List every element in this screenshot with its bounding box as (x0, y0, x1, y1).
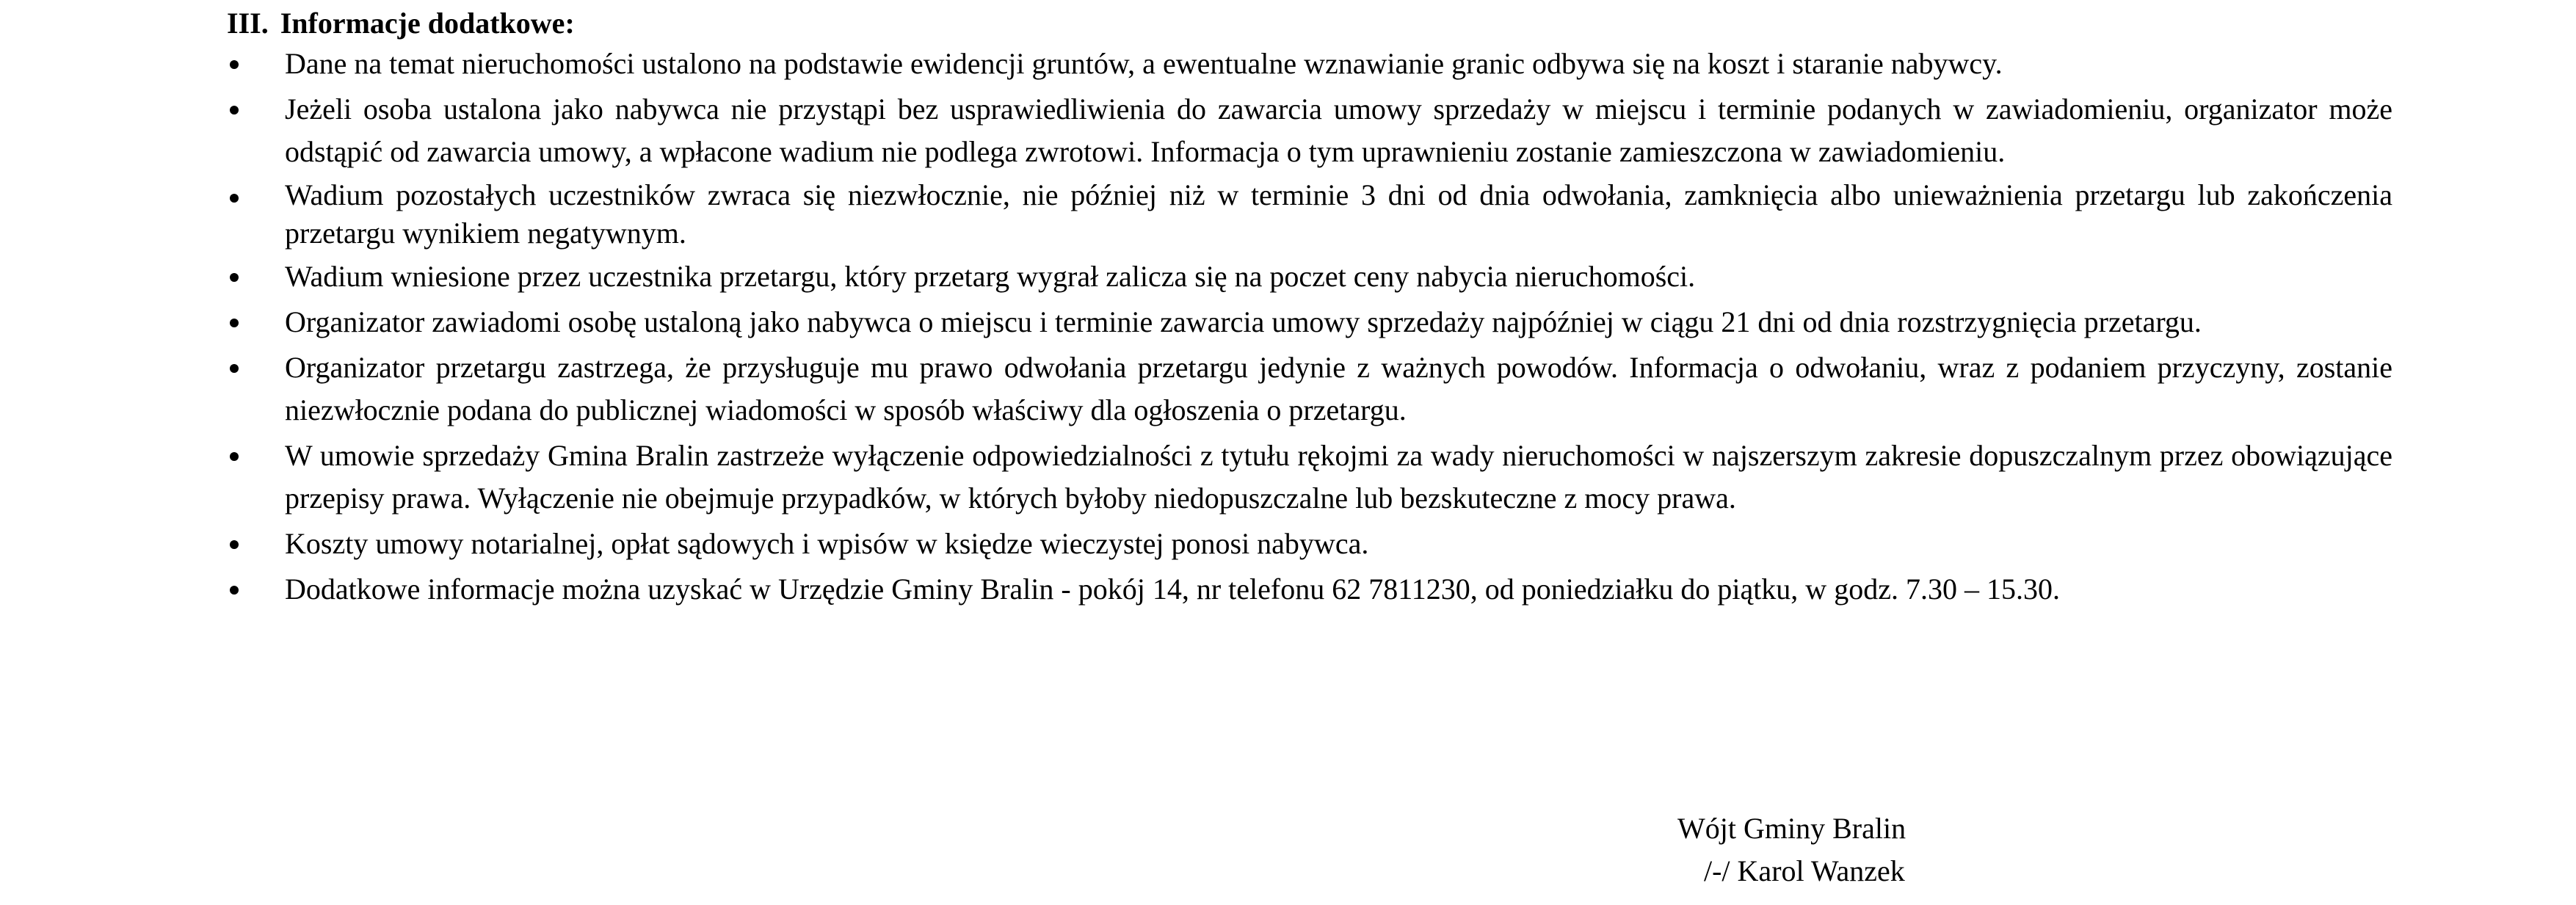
list-item-text: Dane na temat nieruchomości ustalono na podstawie ewidencji gruntów, a ewentualne wznawianie granic odbywa się na koszt i staranie nabywcy. (285, 47, 2003, 80)
list-item (227, 43, 2392, 85)
additional-info-section (227, 0, 2392, 614)
bullet-icon (230, 364, 239, 373)
list-item (227, 301, 2392, 344)
list-item (227, 435, 2392, 520)
signature-name: /-/ Karol Wanzek (1704, 854, 1905, 887)
bullet-icon (230, 319, 239, 327)
list-item (227, 346, 2392, 432)
section-heading (227, 6, 2392, 41)
list-item (227, 568, 2392, 611)
list-item-text: W umowie sprzedaży Gmina Bralin zastrzeże wyłączenie odpowiedzialności z tytułu rękojmi za wady nieruchomości w najszerszym zakresie dopuszczalnym przez obowiązujące przepisy prawa. Wyłączenie nie obejmuje przypadków, w których byłoby niedopuszczalne lub bezskuteczne z mocy prawa. (285, 439, 2392, 515)
list-item-text: Organizator zawiadomi osobę ustaloną jako nabywca o miejscu i terminie zawarcia umowy sprzedaży najpóźniej w ciągu 21 dni od dnia rozstrzygnięcia przetargu. (285, 305, 2202, 338)
bullet-icon (230, 273, 239, 282)
list-item (227, 255, 2392, 298)
bullet-icon (230, 452, 239, 461)
list-item-text: Organizator przetargu zastrzega, że przysługuje mu prawo odwołania przetargu jedynie z ważnych powodów. Informacja o odwołaniu, wraz z podaniem przyczyny, zostanie niezwłocznie podana do publicznej wiadomości w sposób właściwy dla ogłoszenia o przetargu. (285, 351, 2392, 426)
list-item-text: Wadium wniesione przez uczestnika przetargu, który przetarg wygrał zalicza się na poczet ceny nabycia nieruchomości. (285, 260, 1696, 293)
info-list (227, 43, 2392, 611)
bullet-icon (230, 540, 239, 549)
list-item (227, 176, 2392, 252)
list-item-text: Jeżeli osoba ustalona jako nabywca nie przystąpi bez usprawiedliwienia do zawarcia umowy sprzedaży w miejscu i terminie podanych w zawiadomieniu, organizator może odstąpić od zawarcia umowy, a wpłacone wadium nie podlega zwrotowi. Informacja o tym uprawnieniu zostanie zamieszczona w zawiadomieniu. (285, 92, 2392, 168)
list-item-text: Wadium pozostałych uczestników zwraca się niezwłocznie, nie później niż w terminie 3 dni od dnia odwołania, zamknięcia albo unieważnienia przetargu lub zakończenia przetargu wynikiem negatywnym. (285, 178, 2392, 250)
bullet-icon (230, 586, 239, 595)
list-item-text: Koszty umowy notarialnej, opłat sądowych i wpisów w księdze wieczystej ponosi nabywca. (285, 527, 1369, 560)
section-title: Informacje dodatkowe: (280, 7, 575, 40)
list-item (227, 88, 2392, 173)
signature-title: Wójt Gminy Bralin (1677, 812, 1906, 845)
signature-block (1677, 807, 1906, 893)
list-item-text: Dodatkowe informacje można uzyskać w Urzędzie Gminy Bralin - pokój 14, nr telefonu 62 7811230, od poniedziałku do piątku, w godz. 7.30 – 15.30. (285, 573, 2060, 606)
bullet-icon (230, 194, 239, 203)
bullet-icon (230, 60, 239, 69)
section-number: III. (227, 7, 269, 40)
bullet-icon (230, 106, 239, 115)
list-item (227, 523, 2392, 565)
